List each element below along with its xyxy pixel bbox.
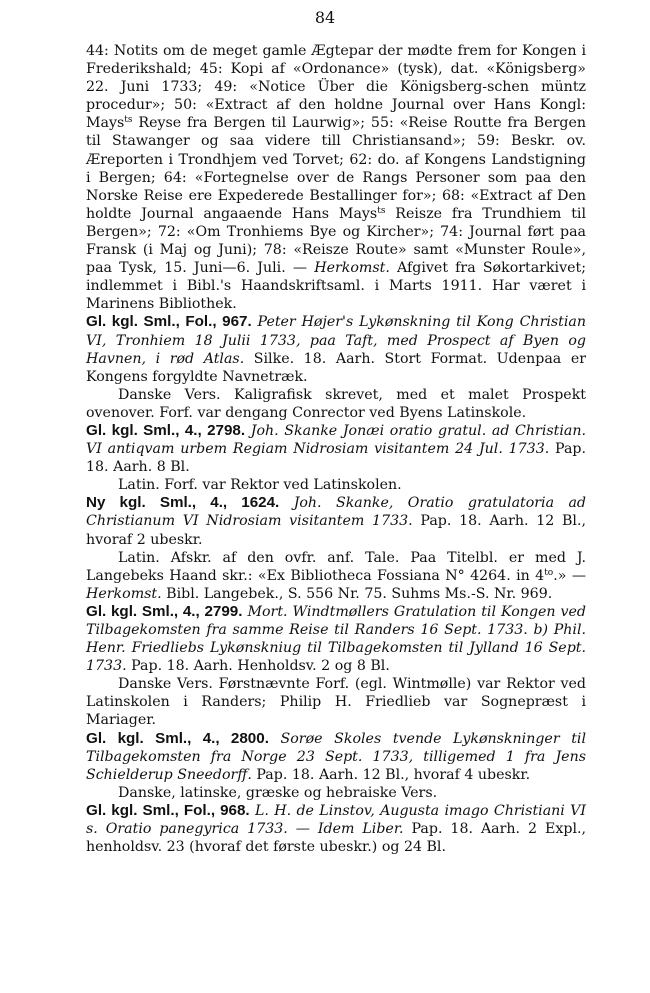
entry-description: Pap. 18. Aarh. 12 Bl., hvoraf 4 ubeskr. bbox=[251, 766, 531, 783]
entry-note: Latin. Forf. var Rektor ved Latinskolen. bbox=[118, 477, 402, 494]
note-text-1: Latin. Afskr. af den ovfr. anf. Tale. Paa Titelbl. er med J. Langebeks Haand skr.: «Ex Bibliotheca Fossiana N° 4264. in 4 bbox=[86, 549, 586, 584]
superscript: ts bbox=[124, 115, 133, 126]
entry-title: Peter Højer's Lykønskning til Kong Christian VI, Tronhiem 18 Julii 1733, paa Taft, med Prospect af Byen og Havnen, i rød Atlas. bbox=[86, 314, 587, 367]
entry-2799 bbox=[86, 603, 586, 675]
entry-title: L. H. de Linstov, Augusta imago Christiani VI s. Oratio panegyrica 1733. — Idem Liber. bbox=[86, 802, 587, 838]
contents-text-4: Afgivet fra Søkortarkivet; indlemmet i Bibl.'s Haandskriftsaml. i Marts 1911. Har været i Marinens Bibliothek. bbox=[86, 260, 586, 313]
entry-968 bbox=[86, 802, 586, 856]
contents-text-2: Reyse fra Bergen til Laurwig»; 55: «Reise Routte fra Bergen til Stawanger og saa videre till Christiansand»; 59: Beskr. ov. Æreporten i Trondhjem ved Torvet; 62: do. af Kongens Landstigning i Bergen; 64: «Fortegnelse over de Rangs Personer som paa den Norske Reise ere Expederede Bestallinger for»; 68: «Extract af Den holdte Journal angaaende Hans Mays bbox=[86, 115, 586, 222]
entry-description: Pap. 18. Aarh. 8 Bl. bbox=[86, 441, 586, 476]
entry-note: Danske Vers. Førstnævnte Forf. (egl. Wintmølle) var Rektor ved Latinskolen i Randers; Philip H. Friedlieb var Sognepræst i Mariager. bbox=[86, 676, 586, 729]
herkomst-label: Herkomst. bbox=[314, 260, 390, 277]
herkomst-label: Herkomst. bbox=[86, 585, 162, 602]
entry-description: Silke. 18. Aarh. Stort Format. Udenpaa er Kongens forgyldte Navnetræk. bbox=[86, 350, 587, 385]
contents-text-3: Reisze fra Trundhiem til Bergen»; 72: «Om Tronhiems Bye og Kircher»; 74: Journal ført paa Fransk (i Maj og Juni); 78: «Reisze Route» samt «Munster Roule», paa Tysk, 15. Juni—6. Juli. — bbox=[86, 205, 586, 277]
entry-1624 bbox=[86, 494, 586, 548]
superscript: ts bbox=[377, 205, 386, 216]
shelfmark: Gl. kgl. Sml., Fol., 968. bbox=[86, 801, 250, 819]
shelfmark: Gl. kgl. Sml., Fol., 967. bbox=[86, 313, 252, 331]
entry-title: Joh. Skanke Jonæi oratio gratul. ad Christian. VI antiqvam urbem Regiam Nidrosiam visitantem 24 Jul. 1733. bbox=[86, 422, 586, 458]
entry-title: Sorøe Skoles tvende Lykønskninger til Tilbagekomsten fra Norge 23 Sept. 1733, tilligemed 1 fra Jens Schielderup Sneedorff. bbox=[86, 730, 586, 783]
contents-text-1: 44: Notits om de meget gamle Ægtepar der mødte frem for Kongen i Frederikshald; 45: Kopi af «Ordonance» (tysk), dat. «Königsberg» 22. Juni 1733; 49: «Notice Über die Königsberg-schen müntz procedur»; 50: «Extract af den holdne Journal over Hans Kongl: Mays bbox=[86, 43, 586, 132]
entry-note: Danske, latinske, græske og hebraiske Vers. bbox=[118, 784, 438, 801]
entry-note: Danske Vers. Kaligrafisk skrevet, med et malet Prospekt ovenover. Forf. var dengang Conrector ved Byens Latinskole. bbox=[86, 386, 586, 421]
entry-note bbox=[86, 549, 586, 603]
shelfmark: Ny kgl. Sml., 4., 1624. bbox=[86, 494, 280, 512]
entry-2798 bbox=[86, 422, 586, 476]
entry-description: Pap. 18. Aarh. 2 Expl., henholdsv. 23 (hvoraf det første ubeskr.) og 24 Bl. bbox=[86, 821, 586, 856]
entry-967 bbox=[86, 313, 586, 385]
contents-paragraph bbox=[86, 42, 586, 313]
entry-title: Mort. Windtmøllers Gratulation til Kongen ved Tilbagekomsten fra samme Reise til Randers 16 Sept. 1733. b) Phil. Henr. Friedliebs Lykønskniug til Tilbagekomsten til Jylland 16 Sept. 1733. bbox=[86, 603, 586, 675]
entry-title: Joh. Skanke, Oratio gratulatoria ad Christianum VI Nidrosiam visitantem 1733. bbox=[86, 495, 587, 530]
catalog-text bbox=[86, 42, 586, 856]
shelfmark: Gl. kgl. Sml., 4., 2800. bbox=[86, 729, 269, 747]
superscript: to bbox=[544, 567, 554, 578]
shelfmark: Gl. kgl. Sml., 4., 2798. bbox=[86, 421, 246, 439]
entry-description: Pap. 18. Aarh. 12 Bl., hvoraf 2 ubeskr. bbox=[86, 513, 586, 548]
note-text-3: Bibl. Langebek., S. 556 Nr. 75. Suhms Ms.-S. Nr. 969. bbox=[161, 585, 553, 602]
note-text-2: .» — bbox=[553, 567, 587, 584]
shelfmark: Gl. kgl. Sml., 4., 2799. bbox=[86, 602, 243, 620]
entry-description: Pap. 18. Aarh. Henholdsv. 2 og 8 Bl. bbox=[126, 658, 390, 675]
entry-2800 bbox=[86, 730, 586, 784]
page-number: 84 bbox=[314, 8, 336, 27]
